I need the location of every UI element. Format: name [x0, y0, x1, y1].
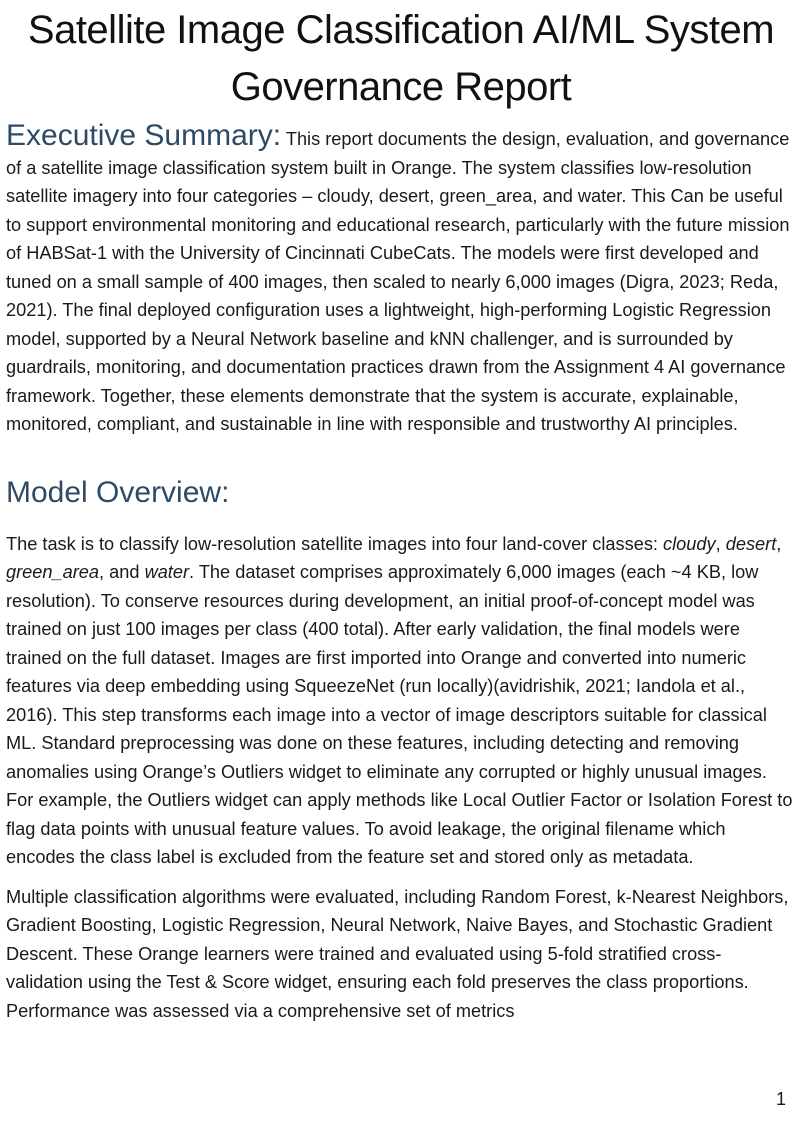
executive-summary-heading: Executive Summary:: [6, 119, 282, 152]
class-name-water: water: [144, 562, 190, 582]
class-name-desert: desert: [725, 533, 777, 554]
model-overview-intro: The task is to classify low-resolution satellite images into four land-cover classes:: [6, 533, 664, 554]
page-number: 1: [775, 1089, 786, 1109]
model-overview-paragraph-1: [6, 530, 796, 872]
model-overview-text: . The dataset comprises approximately 6,000 images (each ~4 KB, low resolution). To conserve resources during development, an initial proof-of-concept model was trained on just 100 images per class (400 total). After early validation, the final models were trained on the full dataset. Images are first imported into Orange and converted into numeric features via deep embedding using SqueezeNet (run locally)(avidrishik, 2021; Iandola et al., 2016). This step transforms each image into a vector of image descriptors suitable for classical ML. Standard preprocessing was done on these features, including detecting and removing anomalies using Orange’s Outliers widget to eliminate any corrupted or highly unusual images. For example, the Outliers widget can apply methods like Local Outlier Factor or Isolation Forest to flag data points with unusual feature values. To avoid leakage, the original filename which encodes the class label is excluded from the feature set and stored only as metadata.: [6, 562, 793, 867]
executive-summary-text: governance of a satellite image classification system built in Orange. The system classifies low-resolution satellite imagery into four categories – cloudy, desert, green_area, and water. This Can be useful to support environmental monitoring and educational research, particularly with the future mission of HABSat-1 with the University of Cincinnati CubeCats. The models were first developed and tuned on a small sample of 400 images, then scaled to nearly 6,000 images (Digra, 2023; Reda, 2021). The final deployed configuration uses a lightweight, high-performing Logistic Regression model, supported by a Neural Network baseline and kNN challenger, and is surrounded by guardrails, monitoring, and documentation practices drawn from the Assignment 4 AI governance framework. Together, these elements demonstrate that the system is accurate, explainable, monitored, compliant, and sustainable in line with responsible and trustworthy AI principles.: [6, 129, 790, 434]
document-title: Satellite Image Classification AI/ML System Governance Report: [27, 8, 775, 109]
class-separator: ,: [776, 533, 782, 554]
class-name-green-area: green_area: [6, 562, 100, 582]
class-separator: , and: [99, 562, 145, 582]
executive-summary-lead: This report documents the design, evaluation, and: [285, 129, 690, 149]
executive-summary-paragraph: [6, 119, 796, 439]
class-separator: ,: [715, 533, 726, 554]
model-overview-heading: Model Overview:: [6, 475, 230, 509]
model-overview-paragraph-2: Multiple classification algorithms were evaluated, including Random Forest, k-Nearest Neighbors, Gradient Boosting, Logistic Regression, Neural Network, Naive Bayes, and Stochastic Gradient Descent. These Orange learners were trained and evaluated using 5-fold stratified cross-validation using the Test & Score widget, ensuring each fold preserves the class proportions. Performance was assessed via a comprehensive set of metrics: [6, 886, 789, 1021]
class-name-cloudy: cloudy: [663, 533, 716, 554]
